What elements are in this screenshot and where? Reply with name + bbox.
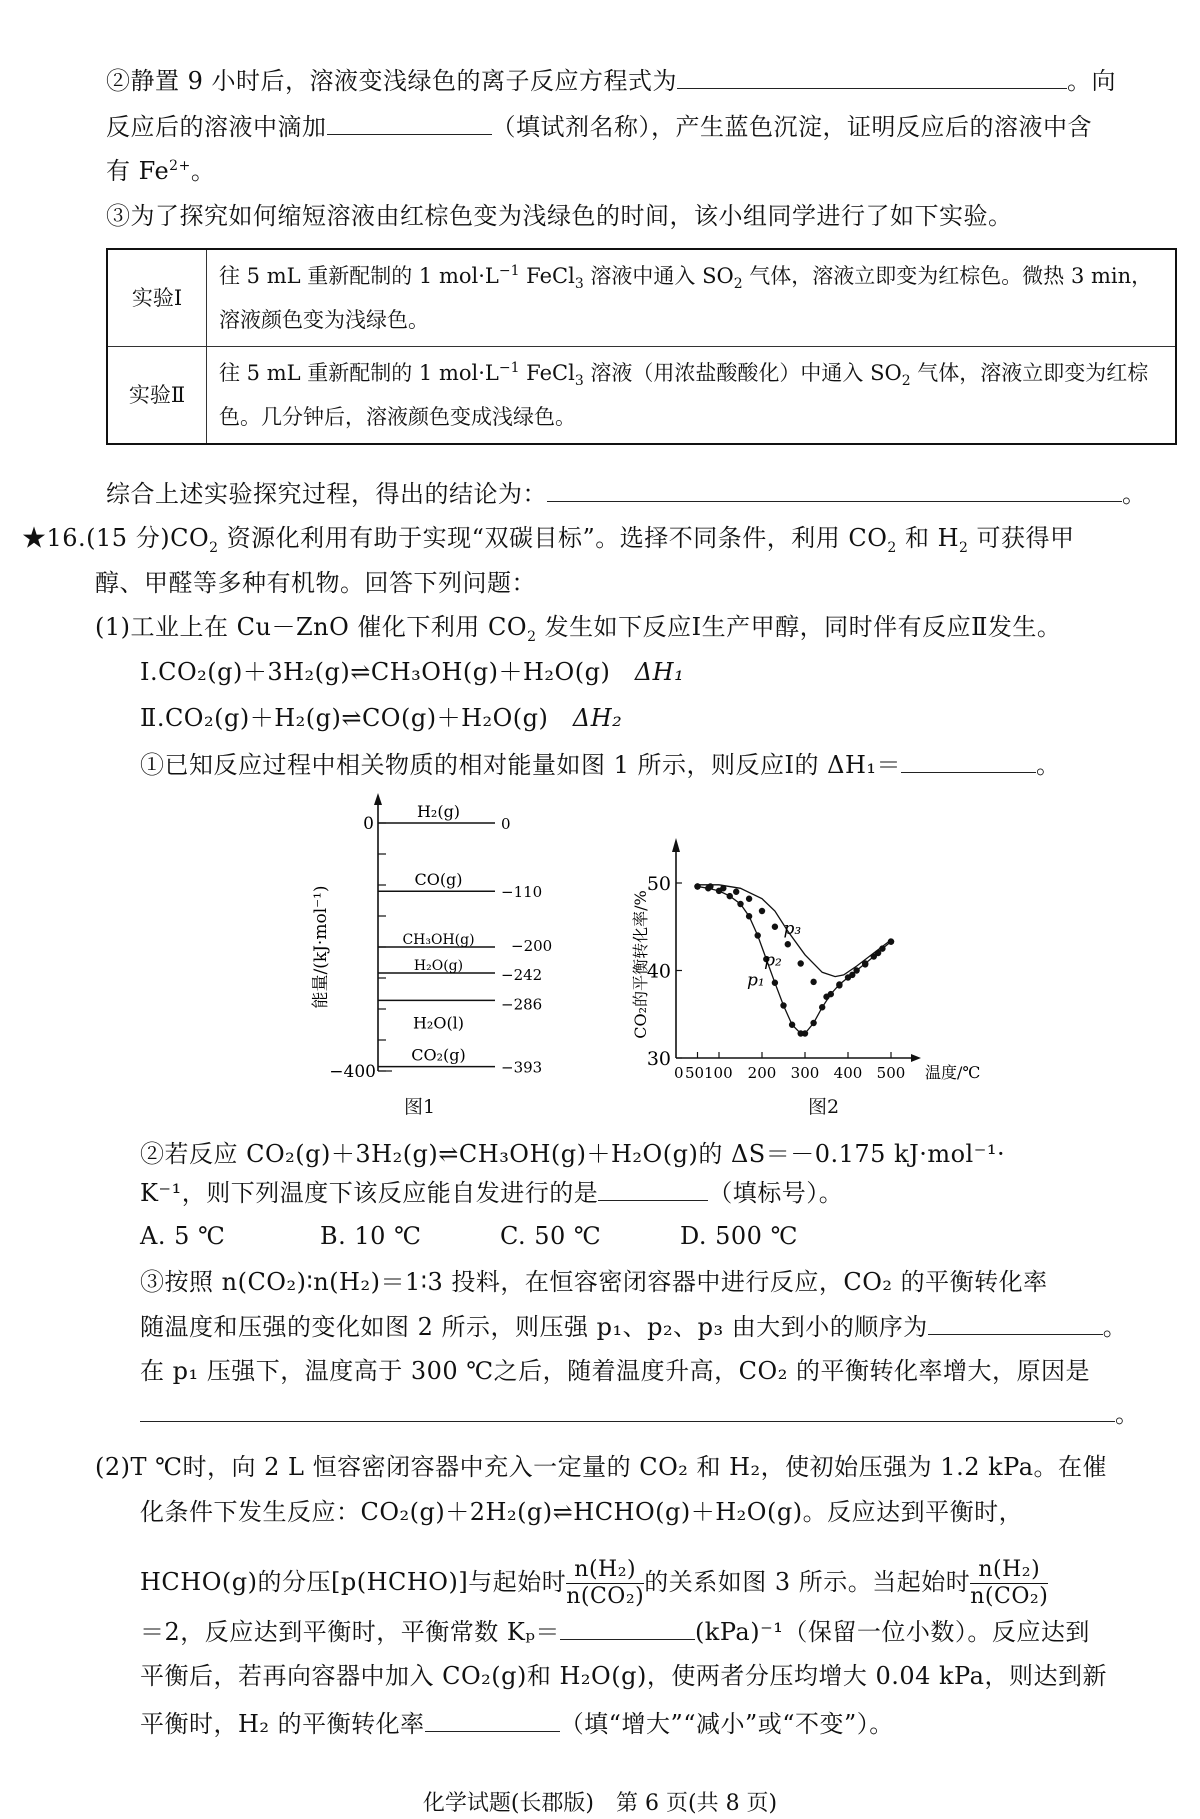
exp1-text-a: 往 5 mL 重新配制的 1 mol·L (219, 264, 499, 288)
option-b[interactable]: B. 10 ℃ (320, 1222, 422, 1250)
experiment-label: 实验Ⅱ (107, 347, 207, 445)
x-axis-arrow-icon (911, 1054, 921, 1062)
data-point (785, 941, 791, 947)
energy-level-species: H₂O(g) (413, 958, 464, 975)
q16-stem-d: 可获得甲 (968, 524, 1075, 552)
q16-sub2-end: （填标号）。 (708, 1179, 844, 1207)
q16-sub3-line4-end: 。 (1115, 1400, 1140, 1428)
q16-sub2-text: K⁻¹，则下列温度下该反应能自发进行的是 (140, 1179, 599, 1207)
x-tick-label: 400 (833, 1064, 863, 1082)
q16-part2-line1: (2)T ℃时，向 2 L 恒容密闭容器中充入一定量的 CO₂ 和 H₂，使初始压强为 1.2 kPa。在催 (95, 1453, 1108, 1481)
reaction-1 (140, 656, 684, 688)
p1-intro-a: (1)工业上在 Cu－ZnO 催化下利用 CO (95, 613, 528, 641)
q16-sub1-end: 。 (1036, 751, 1061, 779)
energy-level-species: CO₂(g) (411, 1045, 466, 1065)
fe-charge: 2+ (169, 158, 191, 174)
q16-sub3-line4 (140, 1398, 1140, 1430)
data-point (810, 979, 816, 985)
exp1-sub2: 2 (733, 276, 743, 293)
figure-1-caption: 图1 (404, 1096, 436, 1118)
x-tick-label: 50 (685, 1064, 705, 1082)
series-label-p1: p₁ (746, 970, 765, 991)
p2-line6-end: （填“增大”“减小”或“不变”）。 (559, 1710, 894, 1738)
series-line-0 (698, 887, 892, 1034)
data-point (780, 1002, 786, 1008)
reaction-2-equation: Ⅱ.CO₂(g)＋H₂(g)⇌CO(g)＋H₂O(g) (140, 704, 549, 732)
y-axis-label: 能量/(kJ·mol⁻¹) (311, 885, 331, 1009)
data-point (789, 1022, 795, 1028)
table-row (107, 347, 1176, 445)
option-a[interactable]: A. 5 ℃ (140, 1222, 226, 1250)
data-point (755, 932, 761, 938)
option-d[interactable]: D. 500 ℃ (680, 1222, 798, 1250)
energy-level-species: H₂(g) (416, 802, 461, 821)
energy-level-species: H₂O(l) (412, 1013, 465, 1033)
x-tick-label: 500 (876, 1064, 906, 1082)
exp1-sub1: 3 (574, 276, 584, 293)
answer-blank-spontaneous[interactable] (598, 1178, 708, 1201)
data-point (733, 889, 739, 895)
experiment-table (106, 248, 1177, 445)
q16-stem-c: 和 H (896, 524, 959, 552)
p2-line3-text-b: 的关系如图 3 所示。当起始时 (644, 1568, 971, 1596)
q15-line3 (106, 155, 215, 187)
x-tick-label: 300 (790, 1064, 820, 1082)
data-point (759, 908, 765, 914)
data-point (836, 982, 842, 988)
x-tick-label: 0 (674, 1064, 684, 1082)
q16-sub3-line2 (140, 1311, 1127, 1343)
exp2-text-d: 气体，溶液立即变为红棕色。几分钟后，溶液颜色变成浅绿色。 (219, 361, 1149, 429)
conclusion-text: 综合上述实验探究过程，得出的结论为： (106, 480, 547, 508)
exp2-text-b: FeCl (519, 361, 575, 385)
reaction-2 (140, 702, 622, 734)
q16-part2-line3 (140, 1552, 1048, 1612)
q16-part2-line2: 化条件下发生反应：CO₂(g)＋2H₂(g)⇌HCHO(g)＋H₂O(g)。反应达到平衡时， (140, 1498, 1024, 1526)
energy-level-value: −200 (511, 937, 553, 955)
data-point (746, 896, 752, 902)
q15-part3-intro: ③为了探究如何缩短溶液由红棕色变为浅绿色的时间，该小组同学进行了如下实验。 (106, 202, 1013, 230)
energy-level-value: −393 (501, 1058, 543, 1077)
fraction-denominator: n(CO₂) (566, 1584, 645, 1609)
x-tick-label: 200 (747, 1064, 777, 1082)
q16-sub1-text: ①已知反应过程中相关物质的相对能量如图 1 所示，则反应Ⅰ的 ΔH₁＝ (140, 751, 902, 779)
reaction-1-enthalpy: ΔH₁ (634, 658, 685, 686)
q16-stem-line2: 醇、甲醛等多种有机物。回答下列问题： (95, 569, 536, 597)
y-tick-label: −400 (329, 1062, 376, 1082)
q15-line1-text: ②静置 9 小时后，溶液变浅绿色的离子反应方程式为 (106, 67, 678, 95)
q16-part2-line6 (140, 1708, 894, 1740)
conclusion-end: 。 (1122, 480, 1147, 508)
energy-level-value: −242 (501, 966, 543, 985)
q16-sub3-line1: ③按照 n(CO₂)∶n(H₂)＝1∶3 投料，在恒容密闭容器中进行反应，CO₂ 的平衡转化率 (140, 1268, 1048, 1296)
y-axis-arrow-icon (672, 838, 680, 852)
data-point (798, 960, 804, 966)
energy-level-value: 0 (501, 815, 511, 833)
energy-level-value: −286 (501, 995, 543, 1014)
sub-2: 2 (209, 539, 219, 556)
data-point (772, 980, 778, 986)
q16-sub2-line2 (140, 1177, 843, 1209)
y-tick-label: 40 (646, 960, 671, 983)
answer-blank-reagent[interactable] (327, 112, 492, 135)
answer-blank-dh1[interactable] (901, 750, 1036, 773)
q15-line2 (106, 111, 1092, 143)
ratio-fraction (566, 1557, 644, 1610)
figure-2-conversion-chart (600, 830, 1020, 1085)
data-point (772, 924, 778, 930)
exp2-text-c: 溶液（用浓盐酸酸化）中通入 SO (583, 361, 902, 385)
q16-sub3-end: 。 (1102, 1313, 1128, 1341)
sub-2: 2 (887, 539, 897, 556)
p2-line4-text-a: ＝2，反应达到平衡时，平衡常数 Kₚ＝ (140, 1618, 560, 1646)
q16-stem-line1 (22, 522, 1075, 554)
q15-line2-text: 反应后的溶液中滴加 (106, 113, 327, 141)
q16-sub2-line1: ②若反应 CO₂(g)＋3H₂(g)⇌CH₃OH(g)＋H₂O(g)的 ΔS＝－0.175 kJ·mol⁻¹· (140, 1140, 1006, 1168)
q15-line3-end: 。 (190, 157, 216, 185)
experiment-description (207, 347, 1177, 445)
q15-line2-end: （填试剂名称），产生蓝色沉淀，证明反应后的溶液中含 (491, 113, 1092, 141)
fraction-numerator: n(H₂) (566, 1557, 644, 1584)
energy-level-species: CO(g) (414, 870, 463, 890)
y-axis-arrow-icon (374, 793, 382, 805)
answer-blank-ionic-equation[interactable] (677, 66, 1067, 89)
data-point (737, 901, 743, 907)
p1-intro-b: 发生如下反应Ⅰ生产甲醇，同时伴有反应Ⅱ发生。 (536, 613, 1062, 641)
y-axis-label: CO₂的平衡转化率/% (631, 890, 650, 1039)
exp2-sup: −1 (498, 360, 520, 376)
energy-level-value: −110 (501, 883, 543, 902)
q15-line1 (106, 65, 1116, 97)
data-point (862, 961, 868, 967)
data-point (746, 913, 752, 919)
answer-blank-h2-conversion[interactable] (425, 1709, 560, 1732)
p2-line4-text-b: (kPa)⁻¹（保留一位小数）。反应达到 (694, 1618, 1090, 1646)
fraction-numerator: n(H₂) (970, 1557, 1048, 1584)
question-score: (15 分) (86, 524, 171, 552)
reaction-2-enthalpy: ΔH₂ (572, 704, 623, 732)
experiment-description (207, 249, 1177, 347)
option-c[interactable]: C. 50 ℃ (500, 1222, 602, 1250)
y-tick-label: 0 (363, 814, 374, 834)
table-row (107, 249, 1176, 347)
series-label-p2: p₂ (764, 950, 782, 971)
page-footer: 化学试题(长郡版) 第 6 页(共 8 页) (422, 1791, 778, 1816)
figure-1-energy-diagram (290, 785, 580, 1085)
exp2-sub2: 2 (901, 373, 911, 390)
data-point (849, 972, 855, 978)
y-tick-label: 30 (646, 1048, 671, 1070)
exp1-sup: −1 (498, 263, 520, 279)
q16-stem-a: CO (170, 524, 210, 552)
sub-2: 2 (959, 539, 969, 556)
reaction-1-equation: Ⅰ.CO₂(g)＋3H₂(g)⇌CH₃OH(g)＋H₂O(g) (140, 658, 611, 686)
x-tick-label: 100 (704, 1064, 733, 1082)
q16-part2-line5: 平衡后，若再向容器中加入 CO₂(g)和 H₂O(g)，使两者分压均增大 0.04 kPa，则达到新 (140, 1662, 1107, 1690)
p2-line3-text-a: HCHO(g)的分压[p(HCHO)]与起始时 (140, 1568, 567, 1596)
ratio-fraction-2 (970, 1557, 1048, 1610)
q16-sub3-text: 随温度和压强的变化如图 2 所示，则压强 p₁、p₂、p₃ 由大到小的顺序为 (140, 1313, 928, 1341)
exp1-text-b: FeCl (519, 264, 575, 288)
data-point (823, 994, 829, 1000)
series-label-p3: p₃ (783, 918, 802, 939)
q16-stem-b: 资源化利用有助于实现“双碳目标”。选择不同条件，利用 CO (218, 524, 888, 552)
answer-blank-conclusion[interactable] (547, 479, 1122, 502)
fraction-denominator: n(CO₂) (970, 1584, 1049, 1609)
data-point (819, 1004, 825, 1010)
q15-line1-end: 。向 (1067, 67, 1117, 95)
answer-blank-kp[interactable] (560, 1617, 695, 1640)
exp2-sub1: 3 (574, 373, 584, 390)
energy-level-species: CH₃OH(g) (402, 932, 475, 948)
data-point (810, 1020, 816, 1026)
answer-blank-pressure-order[interactable] (928, 1312, 1103, 1335)
data-point (727, 893, 733, 899)
exp1-text-c: 溶液中通入 SO (583, 264, 734, 288)
y-tick-label: 50 (646, 873, 671, 895)
answer-blank-reason[interactable] (140, 1399, 1115, 1422)
q16-sub1 (140, 749, 1061, 781)
q15-line3-text: 有 Fe (106, 157, 170, 185)
exp1-text-d: 气体，溶液立即变为红棕色。微热 3 min，溶液颜色变为浅绿色。 (219, 264, 1153, 332)
options-row (140, 1220, 860, 1252)
x-axis-label: 温度/℃ (925, 1063, 981, 1082)
exp2-text-a: 往 5 mL 重新配制的 1 mol·L (219, 361, 499, 385)
sub-2: 2 (527, 628, 537, 645)
figure-2-caption: 图2 (808, 1096, 840, 1118)
p2-line6-text: 平衡时，H₂ 的平衡转化率 (140, 1710, 425, 1738)
q16-part2-line4 (140, 1616, 1090, 1648)
experiment-label: 实验Ⅰ (107, 249, 207, 347)
q16-sub3-line3: 在 p₁ 压强下，温度高于 300 ℃之后，随着温度升高，CO₂ 的平衡转化率增大，原因是 (140, 1357, 1090, 1385)
data-point (802, 1030, 808, 1036)
q16-part1-intro (95, 611, 1061, 643)
conclusion-line (106, 478, 1147, 510)
question-number: 16. (46, 524, 87, 552)
star-icon: ★ (22, 524, 47, 552)
